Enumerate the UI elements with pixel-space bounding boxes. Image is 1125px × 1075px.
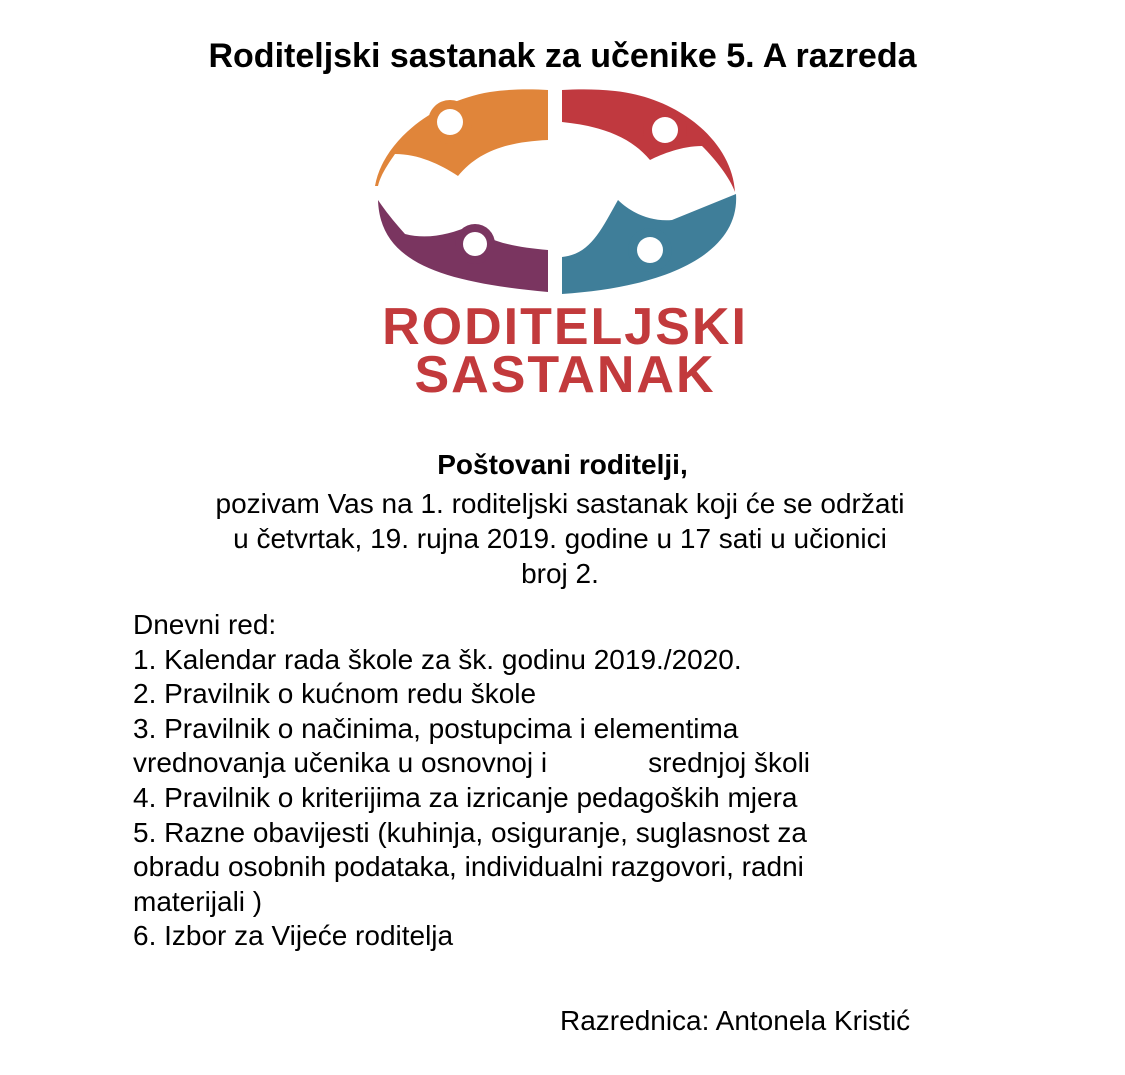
invitation-text <box>130 486 990 591</box>
agenda-item: materijali ) <box>133 885 263 917</box>
agenda-item: 2. Pravilnik o kućnom redu škole <box>133 678 537 710</box>
invitation-line: pozivam Vas na 1. roditeljski sastanak koji će se održati <box>215 488 905 519</box>
agenda <box>133 608 1033 954</box>
agenda-item: 1. Kalendar rada škole za šk. godinu 2019./2020. <box>133 643 742 675</box>
invitation-line: u četvrtak, 19. rujna 2019. godine u 17 sati u učionici <box>233 523 887 554</box>
invitation-line: broj 2. <box>521 558 599 589</box>
logo-text-line1: RODITELJSKI <box>382 298 748 356</box>
logo-text-line2: SASTANAK <box>414 346 716 404</box>
agenda-item: 4. Pravilnik o kriterijima za izricanje pedagoških mjera <box>133 781 798 813</box>
agenda-item: 5. Razne obavijesti (kuhinja, osiguranje, suglasnost za <box>133 816 807 848</box>
signature: Razrednica: Antonela Kristić <box>560 1005 911 1036</box>
page-title: Roditeljski sastanak za učenike 5. A razreda <box>208 37 917 75</box>
greeting: Poštovani roditelji, <box>437 449 688 480</box>
agenda-item: 6. Izbor za Vijeće roditelja <box>133 920 454 952</box>
agenda-item: 3. Pravilnik o načinima, postupcima i elementima <box>133 712 739 744</box>
agenda-item: vrednovanja učenika u osnovnoj i srednjoj školi <box>133 747 811 779</box>
meeting-logo <box>300 82 830 412</box>
agenda-heading: Dnevni red: <box>133 609 277 640</box>
agenda-item: obradu osobnih podataka, individualni razgovori, radni <box>133 851 804 883</box>
